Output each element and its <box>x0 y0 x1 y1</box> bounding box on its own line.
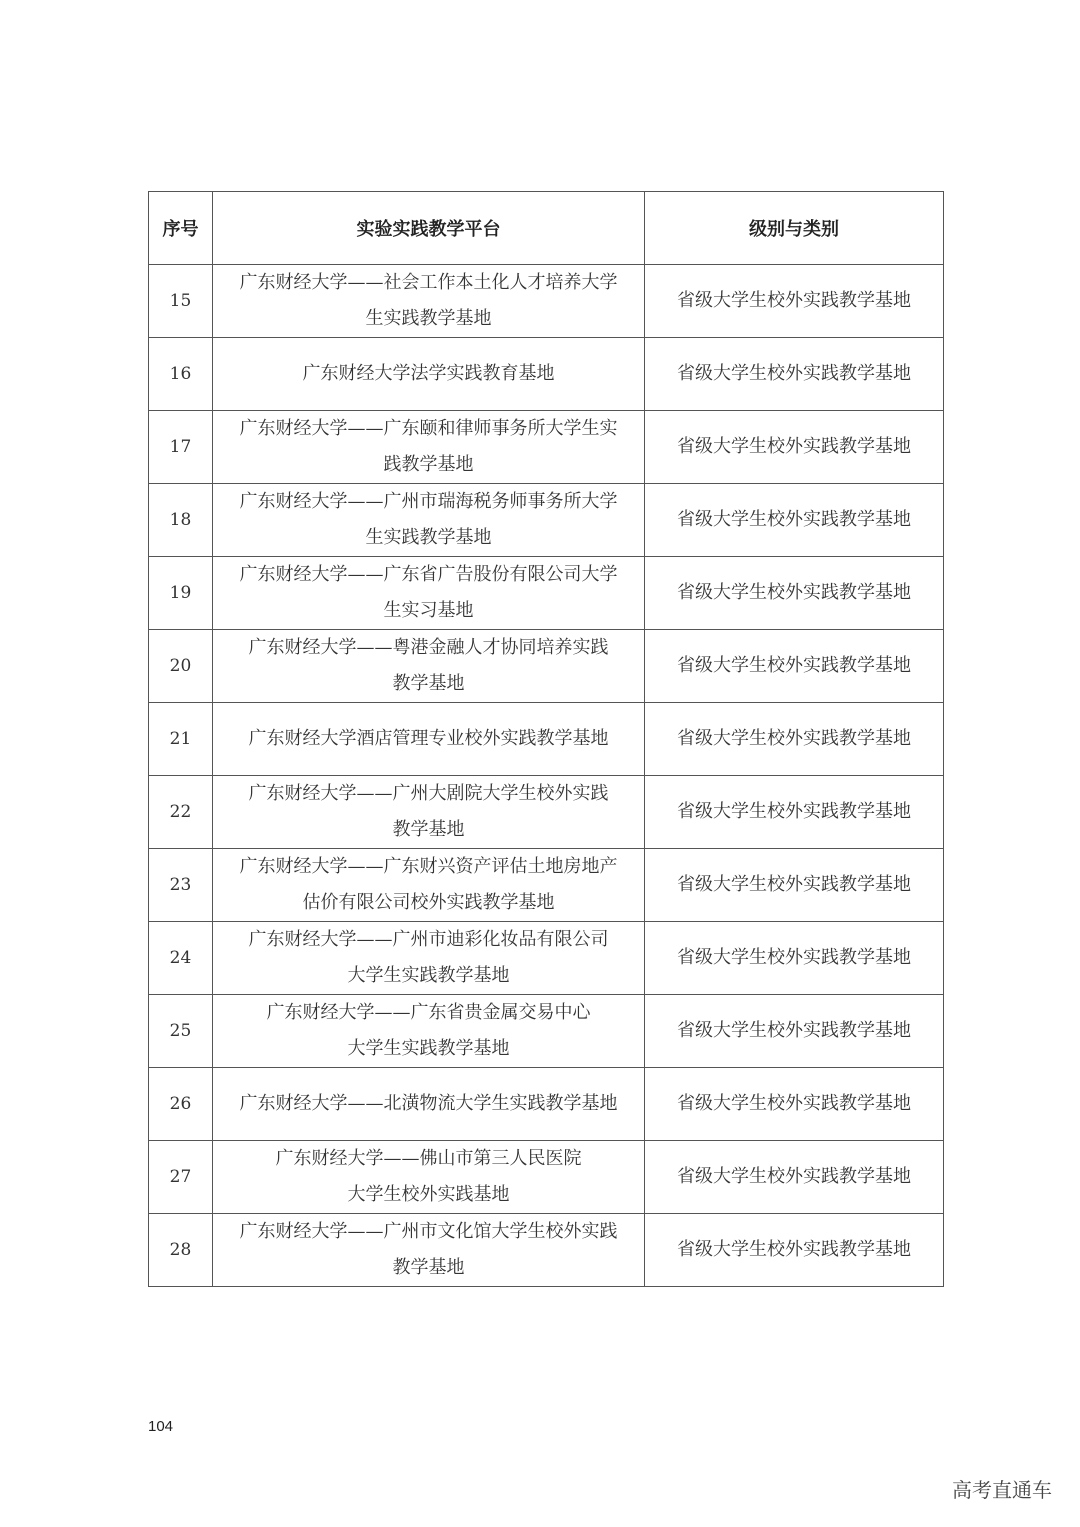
cell-no: 15 <box>149 265 213 338</box>
cell-no: 26 <box>149 1068 213 1141</box>
cell-level: 省级大学生校外实践教学基地 <box>645 265 944 338</box>
table-row <box>149 776 944 849</box>
cell-platform: 广东财经大学——广东省广告股份有限公司大学 生实习基地 <box>213 557 645 630</box>
cell-no: 20 <box>149 630 213 703</box>
cell-level: 省级大学生校外实践教学基地 <box>645 630 944 703</box>
cell-platform: 广东财经大学——广州市文化馆大学生校外实践 教学基地 <box>213 1214 645 1287</box>
cell-no: 22 <box>149 776 213 849</box>
table-row <box>149 1214 944 1287</box>
cell-no: 16 <box>149 338 213 411</box>
cell-level: 省级大学生校外实践教学基地 <box>645 484 944 557</box>
cell-no: 27 <box>149 1141 213 1214</box>
cell-platform: 广东财经大学——社会工作本土化人才培养大学 生实践教学基地 <box>213 265 645 338</box>
platform-table <box>148 191 944 1287</box>
cell-level: 省级大学生校外实践教学基地 <box>645 703 944 776</box>
cell-level: 省级大学生校外实践教学基地 <box>645 922 944 995</box>
cell-no: 21 <box>149 703 213 776</box>
cell-no: 25 <box>149 995 213 1068</box>
table-row <box>149 411 944 484</box>
cell-platform: 广东财经大学——佛山市第三人民医院 大学生校外实践基地 <box>213 1141 645 1214</box>
header-platform: 实验实践教学平台 <box>213 192 645 265</box>
cell-level: 省级大学生校外实践教学基地 <box>645 1141 944 1214</box>
header-no: 序号 <box>149 192 213 265</box>
table-row <box>149 630 944 703</box>
cell-no: 17 <box>149 411 213 484</box>
page-number: 104 <box>148 1418 174 1435</box>
cell-no: 24 <box>149 922 213 995</box>
cell-no: 23 <box>149 849 213 922</box>
table-header-row <box>149 192 944 265</box>
cell-platform: 广东财经大学酒店管理专业校外实践教学基地 <box>213 703 645 776</box>
cell-level: 省级大学生校外实践教学基地 <box>645 411 944 484</box>
cell-platform: 广东财经大学——广州市瑞海税务师事务所大学 生实践教学基地 <box>213 484 645 557</box>
cell-platform: 广东财经大学——广东省贵金属交易中心 大学生实践教学基地 <box>213 995 645 1068</box>
table-row <box>149 265 944 338</box>
cell-no: 19 <box>149 557 213 630</box>
table-row <box>149 922 944 995</box>
table-row <box>149 703 944 776</box>
cell-platform: 广东财经大学法学实践教育基地 <box>213 338 645 411</box>
table-row <box>149 995 944 1068</box>
cell-level: 省级大学生校外实践教学基地 <box>645 338 944 411</box>
table-row <box>149 1068 944 1141</box>
table-row <box>149 484 944 557</box>
cell-platform: 广东财经大学——广州大剧院大学生校外实践 教学基地 <box>213 776 645 849</box>
table-row <box>149 1141 944 1214</box>
table-row <box>149 338 944 411</box>
cell-level: 省级大学生校外实践教学基地 <box>645 776 944 849</box>
cell-platform: 广东财经大学——粤港金融人才协同培养实践 教学基地 <box>213 630 645 703</box>
header-level: 级别与类别 <box>645 192 944 265</box>
table-row <box>149 557 944 630</box>
cell-platform: 广东财经大学——广东颐和律师事务所大学生实 践教学基地 <box>213 411 645 484</box>
cell-level: 省级大学生校外实践教学基地 <box>645 995 944 1068</box>
cell-level: 省级大学生校外实践教学基地 <box>645 1068 944 1141</box>
cell-platform: 广东财经大学——广东财兴资产评估土地房地产 估价有限公司校外实践教学基地 <box>213 849 645 922</box>
cell-level: 省级大学生校外实践教学基地 <box>645 849 944 922</box>
cell-level: 省级大学生校外实践教学基地 <box>645 557 944 630</box>
cell-no: 28 <box>149 1214 213 1287</box>
cell-no: 18 <box>149 484 213 557</box>
table-row <box>149 849 944 922</box>
watermark: 高考直通车 <box>952 1478 1052 1502</box>
cell-platform: 广东财经大学——北潢物流大学生实践教学基地 <box>213 1068 645 1141</box>
cell-platform: 广东财经大学——广州市迪彩化妆品有限公司 大学生实践教学基地 <box>213 922 645 995</box>
cell-level: 省级大学生校外实践教学基地 <box>645 1214 944 1287</box>
